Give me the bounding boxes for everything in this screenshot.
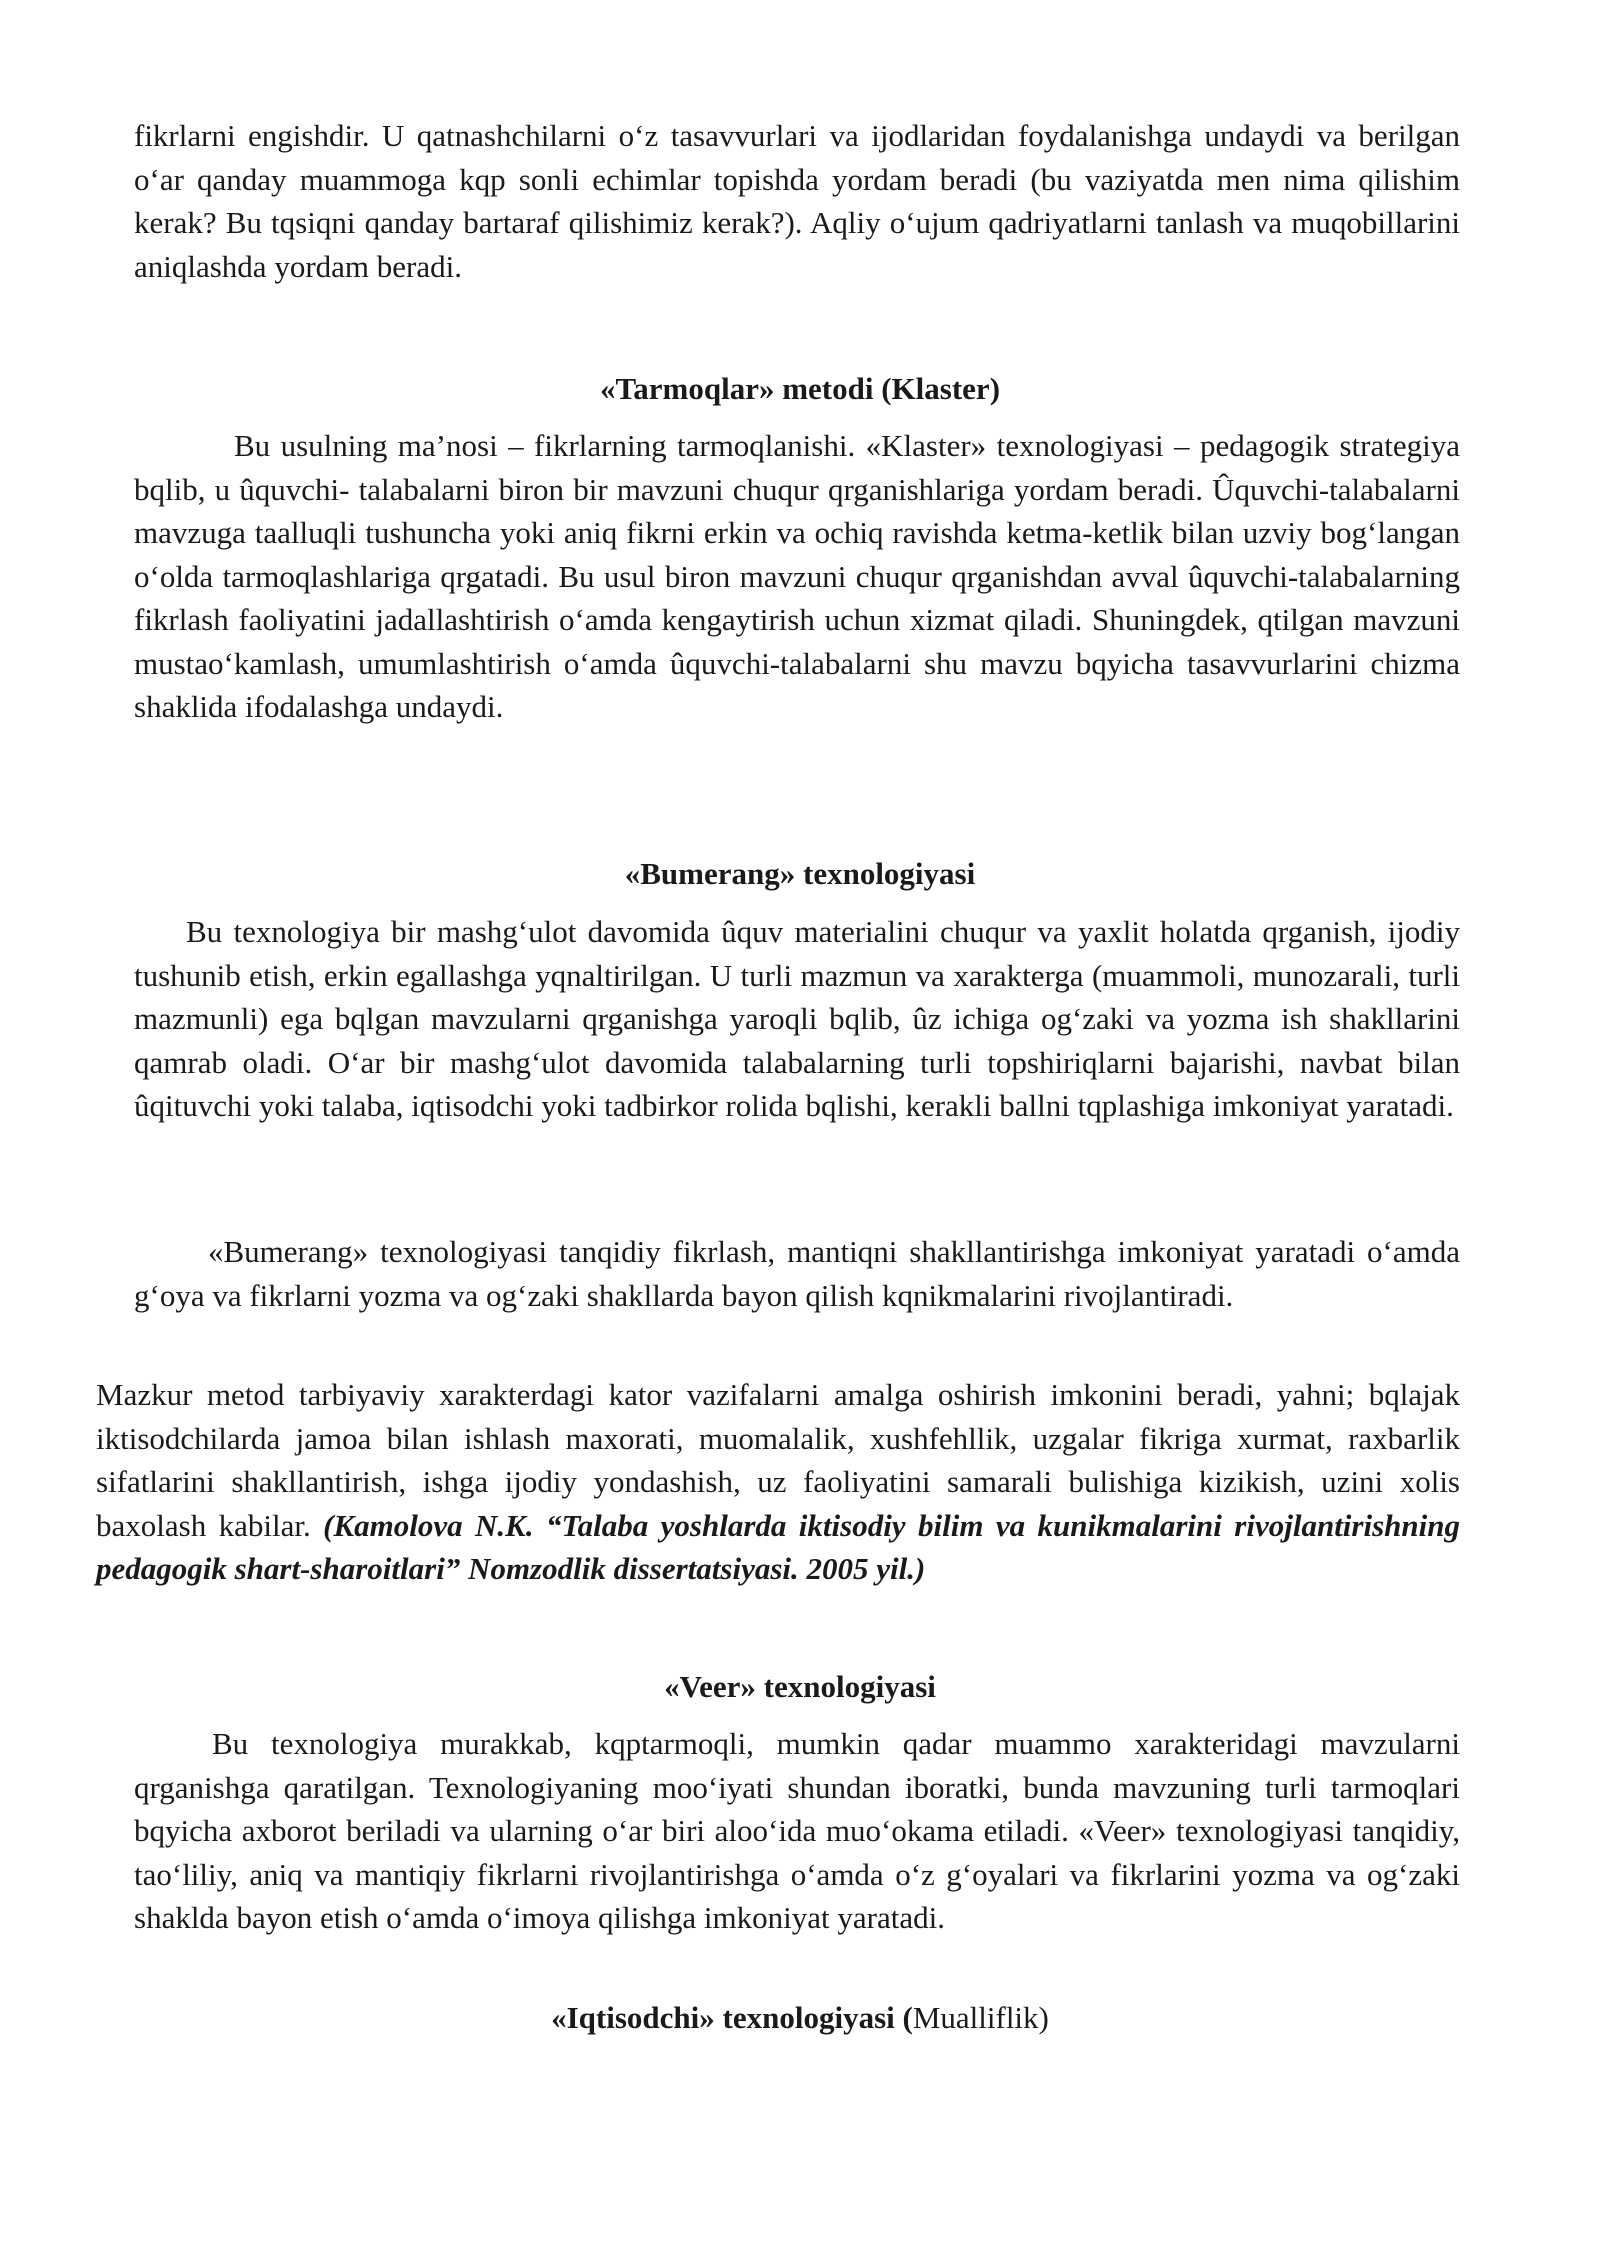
intro-paragraph: fikrlarni engishdir. U qatnashchilarni o‘z tasavvurlari va ijodlaridan foydalanishga undaydi va berilgan o‘ar qanday muammoga kqp sonli echimlar topishda yordam beradi (bu vaziyatda men nima qilishim kerak? Bu tqsiqni qanday bartaraf qilishimiz kerak?). Aqliy o‘ujum qadriyatlarni tanlash va muqobillarini aniqlashda yordam beradi. [134, 118, 1460, 284]
veer-paragraph: Bu texnologiya murakkab, kqptarmoqli, mumkin qadar muammo xarakteridagi mavzularni qrganishga qaratilgan. Texnologiyaning moo‘iyati shundan iboratki, bunda mavzuning turli tarmoqlari bqyicha axborot beriladi va ularning o‘ar biri aloo‘ida muo‘okama etiladi. «Veer» texnologiyasi tanqidiy, tao‘liliy, aniq va mantiqiy fikrlarni rivojlantirishga o‘amda o‘z g‘oyalari va fikrlarini yozma va og‘zaki shaklda bayon etish o‘amda o‘imoya qilishga imkoniyat yaratadi. [134, 1726, 1460, 1935]
citation: (Kamolova N.K. “Talaba yoshlarda iktisodiy bilim va kunikmalarini rivojlantirishning pedagogik shart-sharoitlari” Nomzodlik dissertatsiyasi. 2005 yil.) [96, 1507, 1460, 1586]
iqtisodchi-heading [0, 1996, 1600, 2039]
bumerang-paragraph-3 [96, 1373, 1460, 1591]
bumerang-paragraph-2: «Bumerang» texnologiyasi tanqidiy fikrlash, mantiqni shakllantirishga imkoniyat yaratadi o‘amda g‘oya va fikrlarni yozma va og‘zaki shakllarda bayon qilish kqnikmalarini rivojlantiradi. [134, 1234, 1460, 1313]
klaster-paragraph: Bu usulning ma’nosi – fikrlarning tarmoqlanishi. «Klaster» texnologiyasi – pedagogik strategiya bqlib, u ûquvchi- talabalarni biron bir mavzuni chuqur qrganishlariga yordam beradi. Ûquvchi-talabalarni mavzuga taalluqli tushuncha yoki aniq fikrni erkin va ochiq ravishda ketma-ketlik bilan uzviy bog‘langan o‘olda tarmoqlashlariga qrgatadi. Bu usul biron mavzuni chuqur qrganishdan avval ûquvchi-talabalarning fikrlash faoliyatini jadallashtirish o‘amda kengaytirish uchun xizmat qiladi. Shuningdek, qtilgan mavzuni mustao‘kamlash, umumlashtirish o‘amda ûquvchi-talabalarni shu mavzu bqyicha tasavvurlarini chizma shaklida ifodalashga undaydi. [134, 428, 1460, 724]
klaster-heading: «Tarmoqlar» metodi (Klaster) [599, 371, 1001, 406]
iqtisodchi-heading-bold: «Iqtisodchi» texnologiyasi ( [551, 2000, 913, 2035]
veer-heading: «Veer» texnologiyasi [664, 1669, 936, 1704]
bumerang-paragraph-1: Bu texnologiya bir mashg‘ulot davomida ûquv materialini chuqur va yaxlit holatda qrganish, ijodiy tushunib etish, erkin egallashga yqnaltirilgan. U turli mazmun va xarakterga (muammoli, munozarali, turli mazmunli) ega bqlgan mavzularni qrganishga yaroqli bqlib, ûz ichiga og‘zaki va yozma ish shakllarini qamrab oladi. O‘ar bir mashg‘ulot davomida talabalarning turli topshiriqlarni bajarishi, navbat bilan ûqituvchi yoki talaba, iqtisodchi yoki tadbirkor rolida bqlishi, kerakli ballni tqplashiga imkoniyat yaratadi. [134, 914, 1460, 1123]
iqtisodchi-heading-normal: Mualliflik) [912, 2000, 1049, 2035]
bumerang-paragraph-3-text: Mazkur metod tarbiyaviy xarakterdagi kator vazifalarni amalga oshirish imkonini beradi, yahni; bqlajak iktisodchilarda jamoa bilan ishlash maxorati, muomalalik, xushfehllik, uzgalar fikriga xurmat, raxbarlik sifatlarini shakllantirish, ishga ijodiy yondashish, uz faoliyatini samarali bulishiga kizikish, uzini xolis baxolash kabilar. [96, 1377, 1460, 1543]
bumerang-heading: «Bumerang» texnologiyasi [624, 856, 976, 891]
